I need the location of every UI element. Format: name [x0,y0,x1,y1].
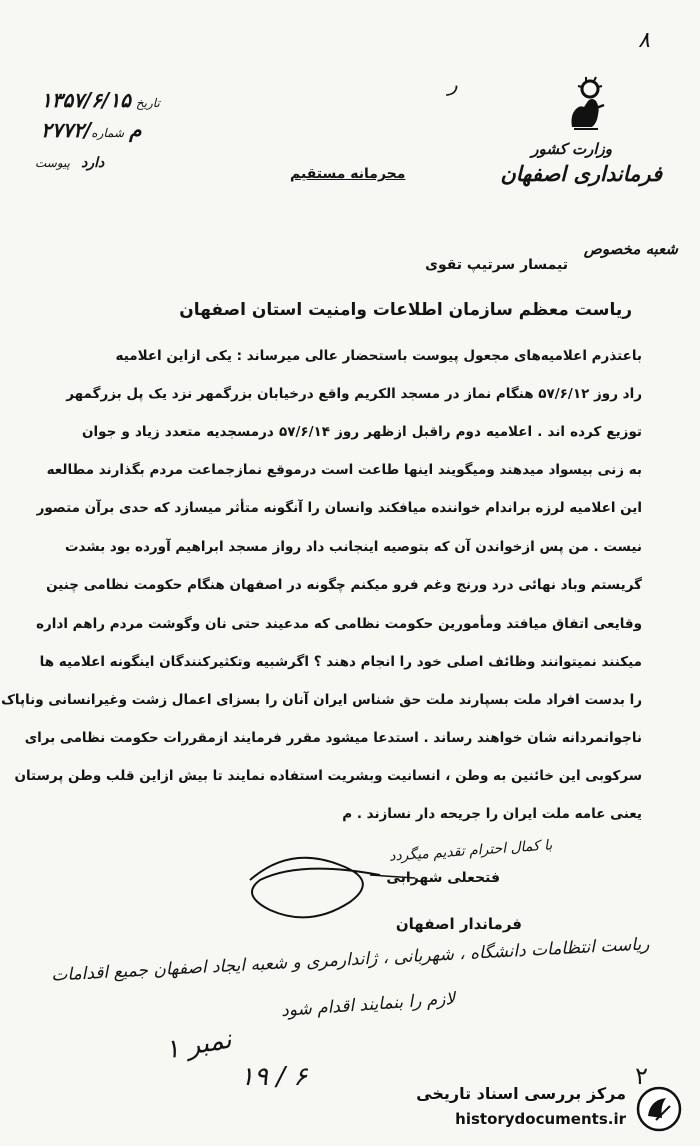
enclosure-field [35,152,104,171]
body-line: ناجوانمردانه شان خواهند رساند . استدعا میشود مقرر فرمایند ازمقررات حکومت نظامی برای [24,730,642,746]
body-line: نیست . من پس ازخواندن آن که بتوصیه اینجانب داد رواز مسجد ابراهیم آورده بود بشدت [64,539,642,555]
watermark-title: مرکز بررسی اسناد تاریخی [416,1084,626,1103]
top-corner-mark: ٨ [638,28,650,53]
body-line: این اعلامیه لرزه براندام خواننده میافکند وانسان را آنگونه متأثر میسازد که حدی برآن متصور [36,500,642,516]
enclosure-value: دارد [81,155,105,171]
body-line: وقایعی اتفاق میافتد ومأمورین حکومت نظامی که مدعیند حتی نان وگوشت مردم راهم اداره [36,616,642,632]
body-line: میکنند نمیتوانند وظائف اصلی خود را انجام دهند ؟ اگرشبیه وتکثیرکنندگان اینگونه اعلامیه ها [39,654,642,670]
date-field [35,88,160,112]
number-value: ۲۷۷۲/م [41,118,142,142]
date-label: تاریخ [135,96,160,110]
addressee: ریاست معظم سازمان اطلاعات وامنیت استان اصفهان [179,300,632,320]
lion-and-sun-emblem-icon [564,75,608,133]
handwritten-number: نمبر ۱ [162,1024,234,1066]
body-line: باعتذرم اعلامیه‌های مجعول پیوست باستحضار عالی میرساند : یکی ازاین اعلامیه [115,348,642,364]
enclosure-label: پیوست [35,156,70,170]
ministry-name: وزارت کشور [531,140,612,158]
body-line: سرکوبی این خائنین به وطن ، انسانیت وبشریت استفاده نمایند تا بیش ازاین قلب وطن پرستان [14,768,642,784]
body-line: توزیع کرده اند . اعلامیه دوم راقبل ازظهر روز ۵۷/۶/۱۴ درمسجدیه متعدد زیاد و جوان [82,424,642,440]
number-label: شماره [91,126,125,140]
body-line: گریستم وباد نهائی درد ورنج وغم فرو میکنم چگونه در اصفهان هنگام حکومت نظامی چنین [46,577,642,593]
handwritten-annotation: لازم را بنمایند اقدام شود [280,988,456,1022]
governorate-name: فرمانداری اصفهان [500,162,662,186]
watermark-url: historydocuments.ir [455,1110,626,1128]
body-line: به زنی بیسواد میدهند ومیگویند اینها طاعت است درموقع نمازجماعت مردم بگذارند مطالعه [46,462,642,478]
signer-name: فتحعلی شهرابی [386,870,500,886]
handwritten-annotation: ریاست انتظامات دانشگاه ، شهربانی ، ژاندارمری و شعبه ایجاد اصفهان جمیع اقدامات [51,934,651,986]
pen-mark: ر [448,72,458,96]
classification-label: محرمانه مستقیم [290,166,406,182]
page-number: ۲ [635,1062,648,1090]
body-line: یعنی عامه ملت ایران را جریحه دار نسازند . م [342,806,642,822]
body-line: راد روز ۵۷/۶/۱۲ هنگام نماز در مسجد الکریم واقع درخیابان بزرگمهر نزد یک پل بزرگمهر [66,386,642,402]
attention-name: تیمسار سرتیپ تقوی [425,257,568,273]
archive-logo-icon [636,1086,682,1132]
date-value: ۱۳۵۷/۶/۱۵ [41,88,131,112]
attention-heading: شعبه مخصوص [583,240,678,258]
signer-title: فرماندار اصفهان [395,915,522,933]
body-line: را بدست افراد ملت بسپارند ملت حق شناس ایران آنان را بسزای اعمال زشت وغیرانسانی وناپاک [1,692,642,708]
archive-watermark [382,1080,682,1138]
handwritten-date: ۱۹ / ۶ [240,1062,308,1092]
signature-note: با کمال احترام تقدیم میگردد [388,837,553,865]
number-field [35,118,142,142]
